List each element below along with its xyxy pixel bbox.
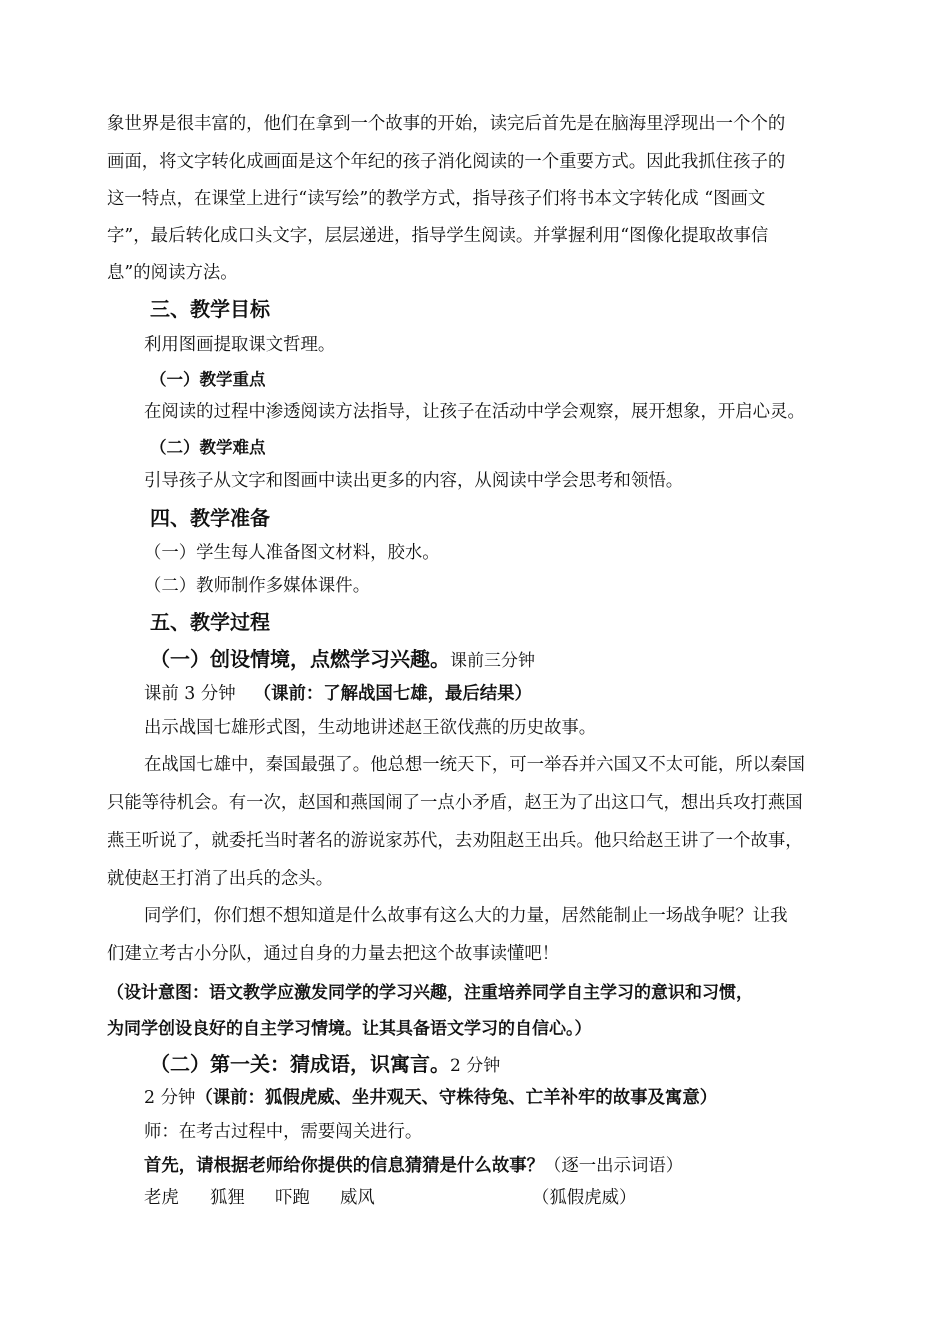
objectives-text: 利用图画提取课文哲理。 xyxy=(144,335,336,355)
part2-heading-sub: 2 分钟 xyxy=(450,1056,501,1076)
part2-heading-title: （二）第一关：猜成语，识寓言。 xyxy=(150,1052,450,1076)
preparation-item-1: （一）学生每人准备图文材料，胶水。 xyxy=(144,543,440,563)
intro-line-5: 息”的阅读方法。 xyxy=(107,263,238,283)
part1-heading-title: （一）创设情境，点燃学习兴趣。 xyxy=(150,647,450,671)
clue-word: 老虎 xyxy=(144,1188,179,1208)
story-line-4: 就使赵王打消了出兵的念头。 xyxy=(107,869,334,889)
intro-line-2: 画面，将文字转化成画面是这个年纪的孩子消化阅读的一个重要方式。因此我抓住孩子的 xyxy=(107,152,786,172)
part2-time: 2 分钟 xyxy=(144,1088,196,1108)
part2-time-line xyxy=(144,1086,884,1110)
intro-line-4: 字”，最后转化成口头文字，层层递进，指导学生阅读。并掌握利用“图像化提取故事信 xyxy=(107,226,769,246)
section-heading-process: 五、教学过程 xyxy=(150,610,270,634)
story-line-1: 在战国七雄中，秦国最强了。他总想一统天下，可一举吞并六国又不太可能，所以秦国 xyxy=(144,755,805,775)
part1-heading-sub: 课前三分钟 xyxy=(450,651,535,671)
idiom-answer: （狐假虎威） xyxy=(532,1188,637,1208)
intro-line-3: 这一特点，在课堂上进行“读写绘”的教学方式，指导孩子们将书本文字转化成 “图画文 xyxy=(107,189,766,209)
teacher-line: 师：在考古过程中，需要闯关进行。 xyxy=(144,1122,423,1142)
part2-heading xyxy=(150,1051,500,1079)
part2-time-note: （课前：狐假虎威、坐井观天、守株待兔、亡羊补牢的故事及寓意） xyxy=(195,1088,718,1108)
intro-line-1: 象世界是很丰富的，他们在拿到一个故事的开始，读完后首先是在脑海里浮现出一个个的 xyxy=(107,114,786,134)
difficulty-heading: （二）教学难点 xyxy=(150,438,266,457)
preparation-item-2: （二）教师制作多媒体课件。 xyxy=(144,576,371,596)
key-points-heading: （一）教学重点 xyxy=(150,370,266,389)
part1-show-text: 出示战国七雄形式图，生动地讲述赵王欲伐燕的历史故事。 xyxy=(144,718,597,738)
part1-heading xyxy=(150,646,535,674)
story-line-2: 只能等待机会。有一次，赵国和燕国闹了一点小矛盾，赵王为了出这口气，想出兵攻打燕国 xyxy=(107,793,803,813)
part1-time-line xyxy=(144,682,884,706)
clue-word: 狐狸 xyxy=(210,1188,245,1208)
prompt-note: （逐一出示词语） xyxy=(544,1156,684,1176)
design-note-line-1: （设计意图：语文教学应激发同学的学习兴趣，注重培养同学自主学习的意识和习惯， xyxy=(107,983,753,1003)
section-heading-preparation: 四、教学准备 xyxy=(150,506,270,530)
prompt-line xyxy=(144,1154,884,1178)
design-note-line-2: 为同学创设良好的自主学习情境。让其具备语文学习的自信心。） xyxy=(107,1019,592,1039)
clue-word: 威风 xyxy=(340,1188,375,1208)
question-line-1: 同学们，你们想不想知道是什么故事有这么大的力量，居然能制止一场战争呢？让我 xyxy=(144,906,788,926)
story-line-3: 燕王听说了，就委托当时著名的游说家苏代，去劝阻赵王出兵。他只给赵王讲了一个故事， xyxy=(107,831,803,851)
clue-word: 吓跑 xyxy=(275,1188,310,1208)
section-heading-objectives: 三、教学目标 xyxy=(150,297,270,321)
part1-time: 课前 3 分钟 xyxy=(144,684,236,704)
prompt-text: 首先，请根据老师给你提供的信息猜猜是什么故事？ xyxy=(144,1156,544,1176)
difficulty-text: 引导孩子从文字和图画中读出更多的内容，从阅读中学会思考和领悟。 xyxy=(144,471,684,491)
part1-time-note: （课前：了解战国七雄，最后结果） xyxy=(253,684,532,704)
key-points-text: 在阅读的过程中渗透阅读方法指导，让孩子在活动中学会观察，展开想象，开启心灵。 xyxy=(144,402,805,422)
question-line-2: 们建立考古小分队，通过自身的力量去把这个故事读懂吧！ xyxy=(107,944,560,964)
